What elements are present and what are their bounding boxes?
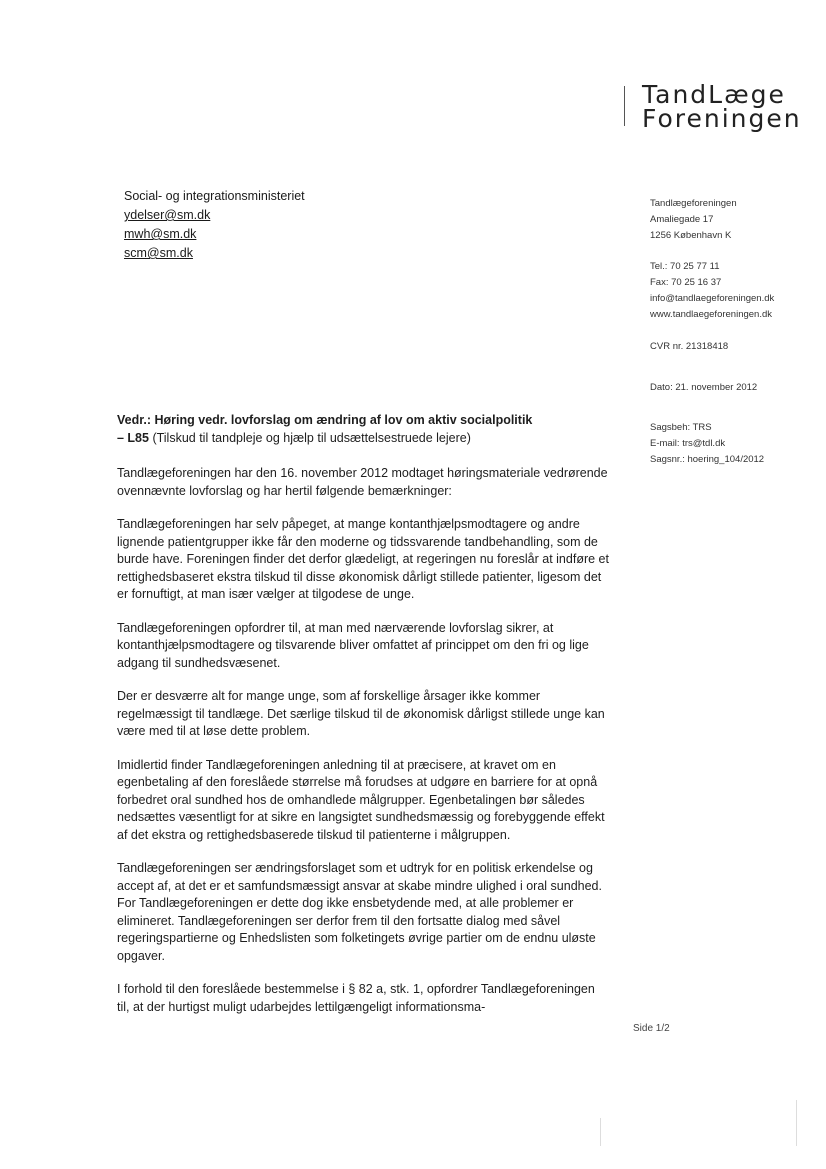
case-handler: Sagsbeh: TRS <box>650 422 712 433</box>
case-number: Sagsnr.: hoering_104/2012 <box>650 454 765 465</box>
paragraph: I forhold til den foreslåede bestemmelse i § 82 a, stk. 1, opfordrer Tandlægeforeningen til, at der hurtigst muligt udarbejdes lettilgængeligt informationsma- <box>117 982 595 1014</box>
sender-city: 1256 København K <box>650 230 732 241</box>
sender-web[interactable]: www.tandlaegeforeningen.dk <box>650 309 773 320</box>
paragraph: Der er desværre alt for mange unge, som af forskellige årsager ikke kommer regelmæssigt til tandlæge. Det særlige tilskud til de økonomisk dårligst stillede unge kan være med til at løse dette problem. <box>117 689 605 738</box>
recipient-email[interactable]: mwh@sm.dk <box>124 227 197 241</box>
sender-email[interactable]: info@tandlaegeforeningen.dk <box>650 293 775 304</box>
letter-date: Dato: 21. november 2012 <box>650 382 758 393</box>
recipient-email[interactable]: scm@sm.dk <box>124 246 193 260</box>
recipient-block <box>124 187 305 263</box>
subject-title: Vedr.: Høring vedr. lovforslag om ændring af lov om aktiv socialpolitik <box>117 413 533 427</box>
case-info <box>650 420 764 468</box>
paragraph: Tandlægeforeningen har den 16. november 2012 modtaget høringsmateriale vedrørende ovennævnte lovforslag og har hertil følgende bemærkninger: <box>117 466 608 498</box>
logo-line-2: Foreningen <box>642 104 802 133</box>
sender-fax: Fax: 70 25 16 37 <box>650 277 722 288</box>
letter-subject <box>117 412 609 447</box>
sender-address <box>650 196 737 244</box>
logo-divider <box>624 86 625 126</box>
logo-line-1: TandLæge <box>642 80 786 109</box>
sender-tel: Tel.: 70 25 77 11 <box>650 261 720 272</box>
sender-org: Tandlægeforeningen <box>650 198 737 209</box>
paragraph: Tandlægeforeningen har selv påpeget, at mange kontanthjælpsmodtagere og andre lignende patientgrupper ikke får den moderne og tidssvarende tandbehandling, som de burde have. Foreningen finder det derfor glædeligt, at regeringen nu foreslår at indføre et rettighedsbaseret ekstra tilskud til disse økonomisk dårligt stillede patienter, ligesom det er fornuftigt, at man især vælger at tilgodese de unge. <box>117 517 609 601</box>
subject-bill-number: – L85 <box>117 430 149 445</box>
recipient-name: Social- og integrationsministeriet <box>124 189 305 203</box>
paragraph: Tandlægeforeningen opfordrer til, at man med nærværende lovforslag sikrer, at kontanthjælpsmodtagere og tilsvarende bliver omfattet af princippet om den fri og lige adgang til sundhedsvæsenet. <box>117 620 589 670</box>
subject-detail: (Tilskud til tandpleje og hjælp til udsættelsestruede lejere) <box>148 430 471 445</box>
letter-body <box>117 412 609 1016</box>
sender-cvr: CVR nr. 21318418 <box>650 341 729 352</box>
scan-mark <box>600 1118 601 1146</box>
paragraph: Imidlertid finder Tandlægeforeningen anledning til at præcisere, at kravet om en egenbetaling af den foreslåede størrelse må forudses at udgøre en barriere for at opnå forbedret oral sundhed hos de omhandlede målgrupper. Egenbetalingen bør således nedsættes væsentligt for at sikre en langsigtet sundhedsmæssig og forebyggende effekt af det ekstra og rettighedsbaserede tilskud til patienterne i målgruppen. <box>117 757 605 842</box>
recipient-email[interactable]: ydelser@sm.dk <box>124 208 211 222</box>
case-email[interactable]: E-mail: trs@tdl.dk <box>650 438 726 449</box>
sender-contact <box>650 259 774 323</box>
scan-mark <box>796 1100 797 1146</box>
paragraph: Tandlægeforeningen ser ændringsforslaget som et udtryk for en politisk erkendelse og accept af, at det er et samfundsmæssigt ansvar at skabe mindre ulighed i oral sundhed. For Tandlægeforeningen er dette dog ikke ensbetydende med, at alle problemer er elimineret. Tandlægeforeningen ser derfor frem til den fortsatte dialog med såvel regeringspartierne og Enhedslisten som folketingets øvrige partier om de endnu uløste opgaver. <box>117 861 602 963</box>
sender-street: Amaliegade 17 <box>650 214 714 225</box>
page-number: Side 1/2 <box>633 1023 670 1034</box>
